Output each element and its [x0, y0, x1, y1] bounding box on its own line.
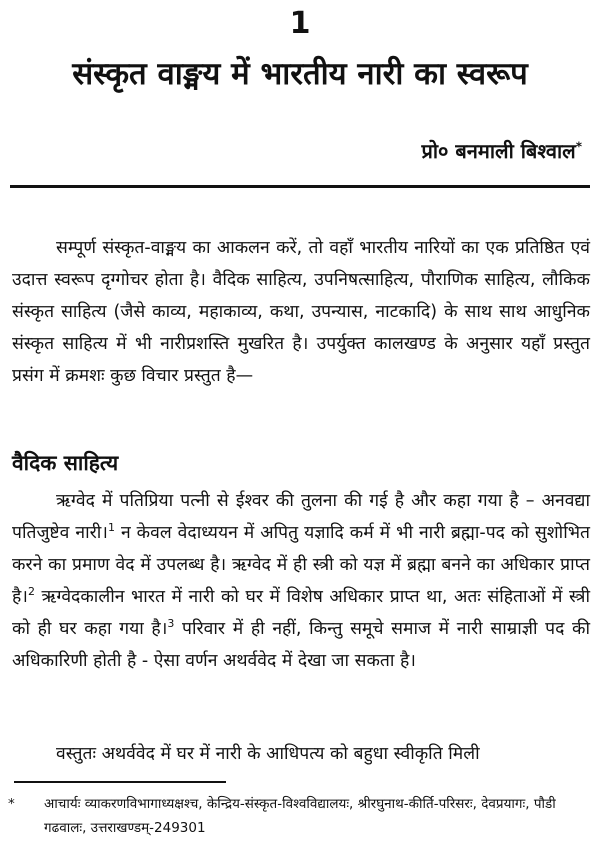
footnote-ref-2: 2	[27, 585, 35, 599]
title-divider	[10, 185, 590, 188]
footnote-ref-1: 1	[107, 521, 115, 535]
section-text-3: ऋग्वेदकालीन भारत में नारी को घर में विशेष अधिकार प्राप्त था, अतः संहिताओं में स्त्री को ही घर कहा गया है।	[12, 587, 590, 639]
intro-paragraph-block	[12, 232, 590, 392]
footnote-mark: *	[8, 796, 15, 812]
section-paragraph-block	[12, 485, 590, 677]
chapter-number: 1	[289, 6, 311, 41]
continuation-paragraph: वस्तुतः अथर्ववेद में घर में नारी के आधिपत्य को बहुधा स्वीकृति मिली	[56, 744, 480, 764]
footnote	[8, 792, 592, 840]
author-footnote-mark: *	[575, 139, 582, 154]
footnote-divider	[14, 781, 226, 783]
section-text-2: न केवल वेदाध्ययन में अपितु यज्ञादि कर्म में भी नारी ब्रह्मा-पद को सुशोभित करने का प्रमाण वेद में उपलब्ध है। ऋग्वेद में ही स्त्री को यज्ञ में ब्रह्मा बनने का अधिकार प्राप्त है।	[12, 523, 591, 607]
section-text-4: परिवार में ही नहीं, किन्तु समूचे समाज में नारी साम्राज्ञी पद की अधिकारिणी होती है - ऐसा वर्णन अथर्ववेद में देखा जा सकता है।	[12, 619, 590, 671]
author-line	[421, 136, 582, 166]
section-text-1: ऋग्वेद में पतिप्रिया पत्नी से ईश्वर की तुलना की गई है और कहा गया है – अनवद्या पतिजुष्टेव नारी।	[12, 491, 590, 543]
footnote-text: आचार्यः व्याकरणविभागाध्यक्षश्च, केन्द्रिय-संस्कृत-विश्वविद्यालयः, श्रीरघुनाथ-कीर्ति-परिसरः, देवप्रयागः, पौडी गढवालः, उत्तराखण्डम्-249301	[44, 796, 556, 836]
continuation-paragraph-block	[12, 738, 590, 770]
footnote-ref-3: 3	[167, 617, 175, 631]
intro-paragraph: सम्पूर्ण संस्कृत-वाङ्मय का आकलन करें, तो वहाँ भारतीय नारियों का एक प्रतिष्ठित एवं उदात्त स्वरूप दृग्गोचर होता है। वैदिक साहित्य, उपनिषत्साहित्य, पौराणिक साहित्य, लौकिक संस्कृत साहित्य (जैसे काव्य, महाकाव्य, कथा, उपन्यास, नाटकादि) के साथ साथ आधुनिक संस्कृत साहित्य में भी नारीप्रशस्ति मुखरित है। उपर्युक्त कालखण्ड के अनुसार यहाँ प्रस्तुत प्रसंग में क्रमशः कुछ विचार प्रस्तुत है—	[12, 238, 590, 386]
chapter-title: संस्कृत वाङ्मय में भारतीय नारी का स्वरूप	[72, 56, 528, 92]
section-paragraph	[12, 485, 590, 677]
section-heading: वैदिक साहित्य	[12, 451, 119, 475]
author-name: प्रो० बनमाली बिश्वाल	[421, 139, 576, 163]
